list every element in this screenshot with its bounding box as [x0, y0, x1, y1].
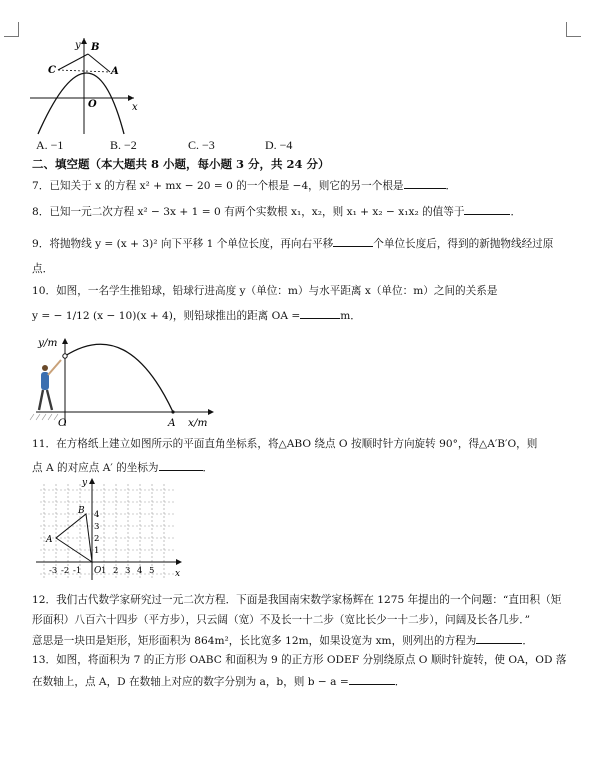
corner-mark-top-right	[566, 22, 581, 37]
choice-d: D. −4	[265, 138, 293, 152]
answer-blank-13	[349, 674, 395, 685]
grid-y-tick-3: 3	[94, 522, 100, 532]
answer-blank-10	[300, 308, 340, 319]
grid-x-tick-5: 5	[149, 566, 155, 576]
ground-hatch	[30, 414, 58, 420]
grid-x-tick-1: 1	[101, 566, 107, 576]
answer-blank-8	[464, 204, 510, 215]
answer-blank-11	[159, 460, 203, 471]
question-9-text-b: 个单位长度后，得到的新抛物线经过原	[373, 238, 554, 250]
fig-label-x: x	[132, 102, 138, 113]
grid-point-A: A	[46, 535, 53, 545]
grid-x-tick-3: 3	[125, 566, 131, 576]
grid-x-tick-neg3: -3	[49, 566, 58, 576]
grid-x-tick-neg2: -2	[61, 566, 70, 576]
question-13-text: 在数轴上，点 A，D 在数轴上对应的数字分别为 a，b，则 b − a =	[32, 676, 349, 688]
question-12-text: 意思是一块田是矩形，矩形面积为 864m²，长比宽多 12m，如果设宽为 xm，则列出的方程为	[32, 635, 477, 647]
answer-blank-12	[476, 633, 522, 644]
question-10-formula: y = − 1/12 (x − 10)(x + 4)，则铅球推出的距离 OA =	[32, 310, 301, 322]
shotput-figure	[28, 334, 224, 430]
section-heading: 二、填空题（本大题共 8 小题，每小题 3 分，共 24 分）	[32, 157, 330, 171]
choice-b: B. −2	[110, 138, 137, 152]
fig-shotput-y-label: y/m	[38, 337, 58, 349]
question-13-line-2: 在数轴上，点 A，D 在数轴上对应的数字分别为 a，b，则 b − a = ．	[32, 676, 406, 688]
question-10-unit: m．	[340, 310, 361, 322]
question-7-text: 7．已知关于 x 的方程 x² + mx − 20 = 0 的一个根是 −4，则它的另一个根是	[32, 180, 404, 192]
question-12-line-3: 意思是一块田是矩形，矩形面积为 864m²，长比宽多 12m，如果设宽为 xm，则列出的方程为 ．	[32, 635, 533, 647]
fig-label-C: C	[48, 65, 56, 76]
question-13-line-1: 13．如图，将面积为 7 的正方形 OABC 和面积为 9 的正方形 ODEF 分别绕原点 O 顺时针旋转，使 OA，OD 落	[32, 654, 567, 666]
parabola-figure	[28, 32, 148, 136]
question-8: 8．已知一元二次方程 x² − 3x + 1 = 0 有两个实数根 x₁，x₂，则 x₁ + x₂ − x₁x₂ 的值等于 ．	[32, 206, 522, 218]
question-12-line-2: 形面积）八百六十四步（平方步），只云阔（宽）不及长一十二步（宽比长少一十二步），问阔及长各几步．”	[32, 614, 531, 626]
choice-c: C. −3	[188, 138, 215, 152]
fig-shotput-origin: O	[58, 417, 67, 429]
grid-y-tick-1: 1	[94, 546, 100, 556]
grid-x-tick-4: 4	[137, 566, 143, 576]
question-7: 7．已知关于 x 的方程 x² + mx − 20 = 0 的一个根是 −4，则它的另一个根是 ．	[32, 180, 457, 192]
question-9-text-a: 9．将抛物线 y = (x + 3)² 向下平移 1 个单位长度，再向右平移	[32, 238, 334, 250]
fig-label-O: O	[88, 99, 97, 110]
fig-label-y: y	[75, 40, 81, 51]
question-10-line-2	[32, 308, 361, 323]
fig-label-B: B	[91, 42, 100, 53]
grid-figure	[30, 476, 186, 582]
grid-y-tick-2: 2	[94, 534, 100, 544]
question-11-line-1: 11．在方格纸上建立如图所示的平面直角坐标系，将△ABO 绕点 O 按顺时针方向旋转 90°，得△A′B′O，则	[32, 438, 538, 450]
question-11-text: 点 A 的对应点 A′ 的坐标为	[32, 462, 159, 474]
question-11-line-2: 点 A 的对应点 A′ 的坐标为 ．	[32, 462, 214, 474]
grid-y-tick-4: 4	[94, 510, 100, 520]
grid-origin-label: O	[94, 566, 102, 576]
corner-mark-top-left	[4, 22, 19, 37]
question-10-line-1: 10．如图，一名学生推铅球，铅球行进高度 y（单位：m）与水平距离 x（单位：m）之间的关系是	[32, 285, 498, 297]
fig-shotput-point-A: A	[168, 417, 176, 429]
question-12-line-1: 12．我们古代数学家研究过一元二次方程．下面是我国南宋数学家杨辉在 1275 年提出的一个问题：“直田积（矩	[32, 594, 562, 606]
grid-point-B: B	[78, 506, 85, 516]
grid-x-tick-neg1: -1	[73, 566, 82, 576]
fig-shotput-x-label: x/m	[188, 417, 208, 429]
grid-x-axis-label: x	[175, 569, 181, 579]
grid-lines	[40, 484, 176, 578]
question-8-text: 8．已知一元二次方程 x² − 3x + 1 = 0 有两个实数根 x₁，x₂，则 x₁ + x₂ − x₁x₂ 的值等于	[32, 206, 465, 218]
answer-blank-9	[333, 236, 373, 247]
question-9-line-1	[32, 236, 553, 251]
choice-a: A. −1	[36, 138, 64, 152]
question-9-line-2: 点．	[32, 263, 54, 275]
answer-blank-7	[404, 178, 446, 189]
fig-label-A: A	[111, 66, 119, 77]
student-figure	[39, 360, 61, 410]
grid-x-tick-2: 2	[113, 566, 119, 576]
grid-y-axis-label: y	[82, 478, 88, 488]
